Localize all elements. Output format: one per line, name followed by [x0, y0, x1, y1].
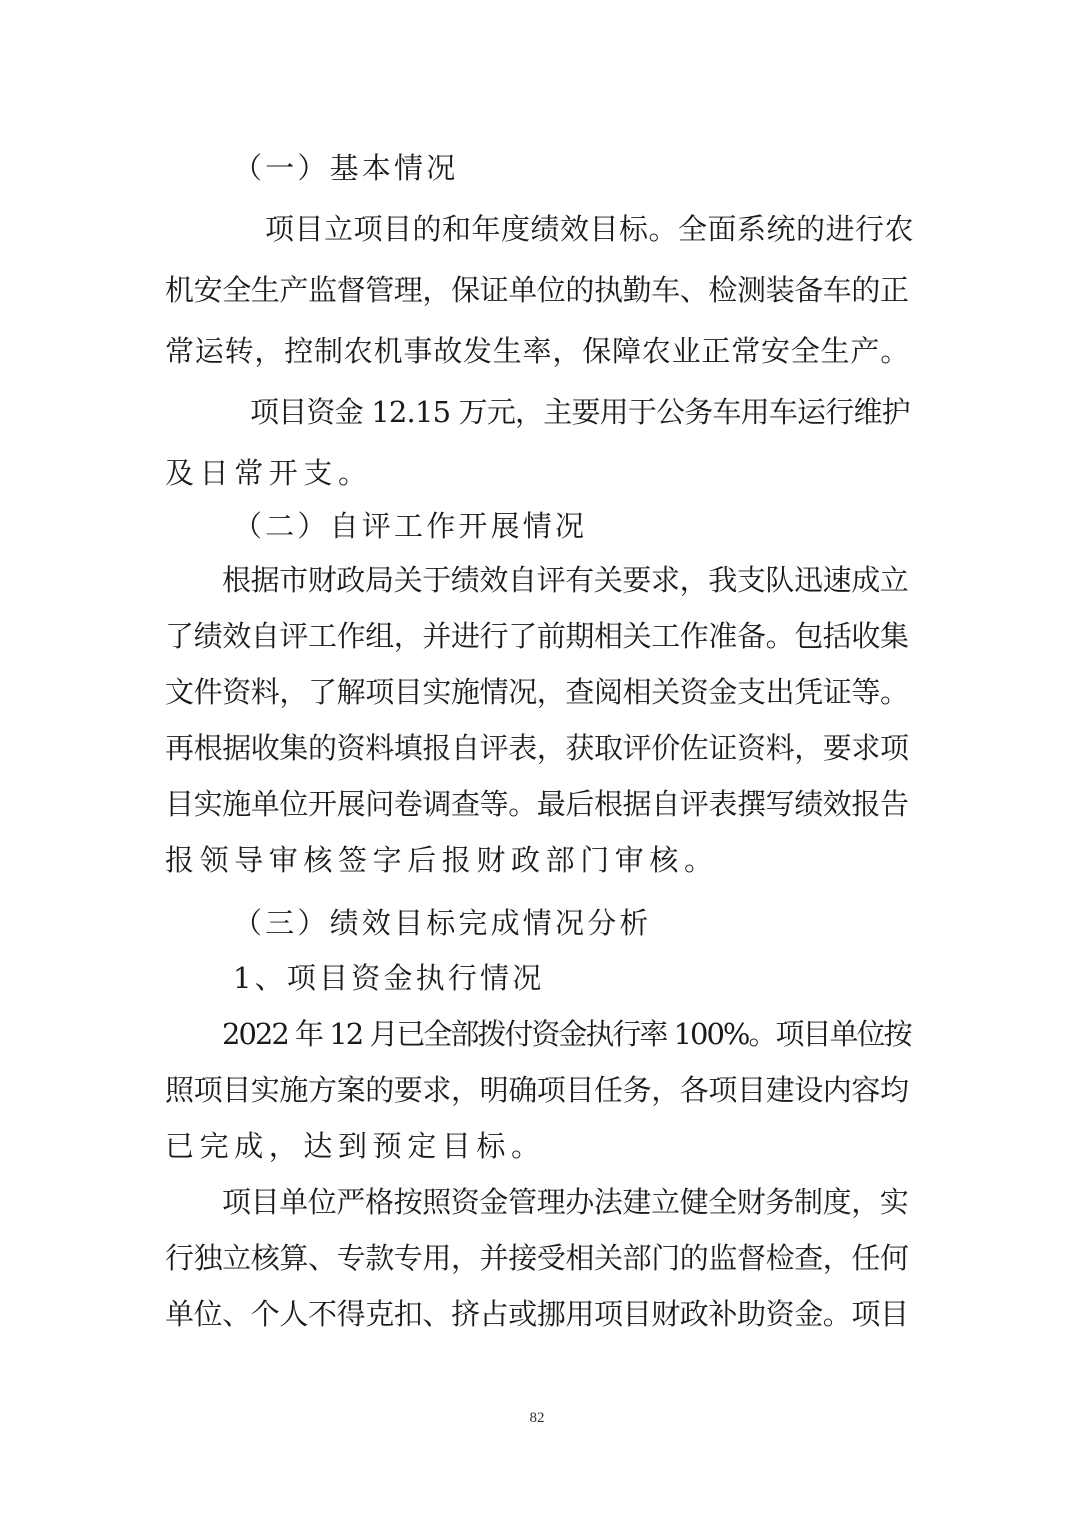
section-heading-3: （三）绩效目标完成情况分析 — [233, 906, 652, 940]
section-heading-1: （一）基本情况 — [233, 151, 459, 185]
paragraph-line: 单位、个人不得克扣、挤占或挪用项目财政补助资金。项目 — [165, 1297, 909, 1331]
paragraph-line: 项目资金 12.15 万元，主要用于公务车用车运行维护 — [250, 395, 910, 429]
paragraph-line: 项目单位严格按照资金管理办法建立健全财务制度，实 — [222, 1185, 909, 1219]
paragraph-line: 了绩效自评工作组，并进行了前期相关工作准备。包括收集 — [165, 619, 909, 653]
paragraph-line: 及日常开支。 — [165, 456, 373, 490]
subsection-heading: 1、项目资金执行情况 — [233, 961, 545, 995]
paragraph-line: 常运转，控制农机事故发生率，保障农业正常安全生产。 — [165, 334, 911, 368]
paragraph-line: 项目立项目的和年度绩效目标。全面系统的进行农 — [265, 212, 915, 246]
paragraph-line: 目实施单位开展问卷调查等。最后根据自评表撰写绩效报告 — [165, 787, 909, 821]
paragraph-line: 再根据收集的资料填报自评表，获取评价佐证资料，要求项 — [165, 731, 909, 765]
paragraph-line: 已完成，达到预定目标。 — [165, 1129, 546, 1163]
paragraph-line: 2022 年 12 月已全部拨付资金执行率 100%。项目单位按 — [222, 1017, 911, 1051]
paragraph-line: 照项目实施方案的要求，明确项目任务，各项目建设内容均 — [165, 1073, 909, 1107]
page-number: 82 — [529, 1410, 545, 1426]
paragraph-line: 文件资料，了解项目实施情况，查阅相关资金支出凭证等。 — [165, 675, 909, 709]
paragraph-line: 根据市财政局关于绩效自评有关要求，我支队迅速成立 — [222, 563, 909, 597]
paragraph-line: 机安全生产监督管理，保证单位的执勤车、检测装备车的正 — [165, 273, 909, 307]
section-heading-2: （二）自评工作开展情况 — [233, 509, 588, 543]
paragraph-line: 行独立核算、专款专用，并接受相关部门的监督检查，任何 — [165, 1241, 909, 1275]
paragraph-line: 报领导审核签字后报财政部门审核。 — [165, 843, 719, 877]
